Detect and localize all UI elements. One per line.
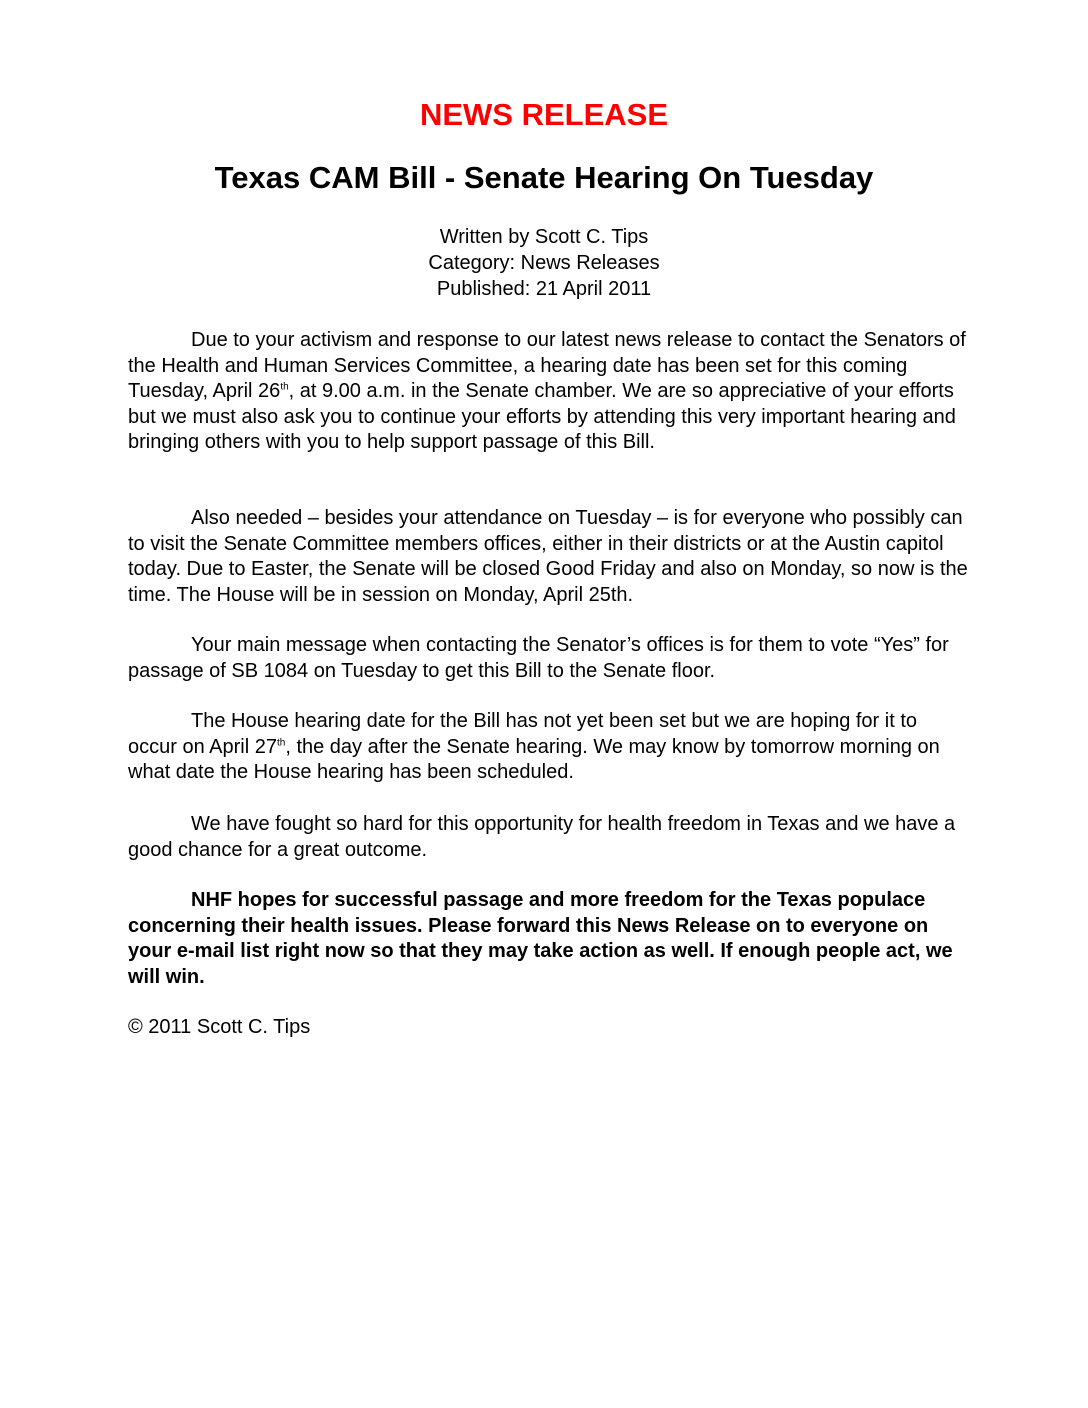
ordinal-suffix: th <box>276 736 286 748</box>
paragraph-main-message-text: Your main message when contacting the Senator’s offices is for them to vote “Yes” for passage of SB 1084 on Tuesday to get this Bill to the Senate floor. <box>128 634 949 682</box>
paragraph-main-message <box>128 633 968 684</box>
paragraph-call-to-action <box>128 888 968 990</box>
ordinal-suffix: th <box>280 381 289 393</box>
paragraph-house-hearing-part1: The House hearing date for the Bill has not yet been set but we are hoping for it to occur on April 27 <box>128 710 918 758</box>
paragraph-hearing-set-part2: , at 9.00 a.m. in the Senate chamber. We are so appreciative of your efforts but we must also ask you to continue your efforts by attending this very important hearing and bringing others with you to help support passage of this Bill. <box>128 380 956 453</box>
news-release-label: NEWS RELEASE <box>419 97 669 132</box>
published-line: Published: 21 April 2011 <box>436 278 652 300</box>
copyright-notice: © 2011 Scott C. Tips <box>128 1016 311 1038</box>
category-line: Category: News Releases <box>428 252 660 274</box>
paragraph-also-needed <box>128 506 968 608</box>
paragraph-house-hearing-part2: , the day after the Senate hearing. We may know by tomorrow morning on what date the House hearing has been scheduled. <box>128 735 940 783</box>
paragraph-fought-hard <box>128 812 968 863</box>
author-line: Written by Scott C. Tips <box>439 226 649 248</box>
paragraph-also-needed-text: Also needed – besides your attendance on Tuesday – is for everyone who possibly can to visit the Senate Committee members offices, either in their districts or at the Austin capitol today. Due to Easter, the Senate will be closed Good Friday and also on Monday, so now is the time. The House will be in session on Monday, April 25th. <box>128 507 968 606</box>
paragraph-fought-hard-text: We have fought so hard for this opportunity for health freedom in Texas and we have a good chance for a great outcome. <box>128 813 956 861</box>
paragraph-house-hearing <box>128 709 968 786</box>
paragraph-hearing-set <box>128 328 968 456</box>
document-meta <box>0 224 1088 302</box>
paragraph-call-to-action-text: NHF hopes for successful passage and more freedom for the Texas populace concerning their health issues. Please forward this News Release on to everyone on your e-mail list right now so that they may take action as well. If enough people act, we will win. <box>128 889 953 988</box>
paragraph-hearing-set-part1: Due to your activism and response to our latest news release to contact the Senators of the Health and Human Services Committee, a hearing date has been set for this coming Tuesday, April 26 <box>128 329 966 402</box>
document-title: Texas CAM Bill - Senate Hearing On Tuesday <box>214 160 874 195</box>
